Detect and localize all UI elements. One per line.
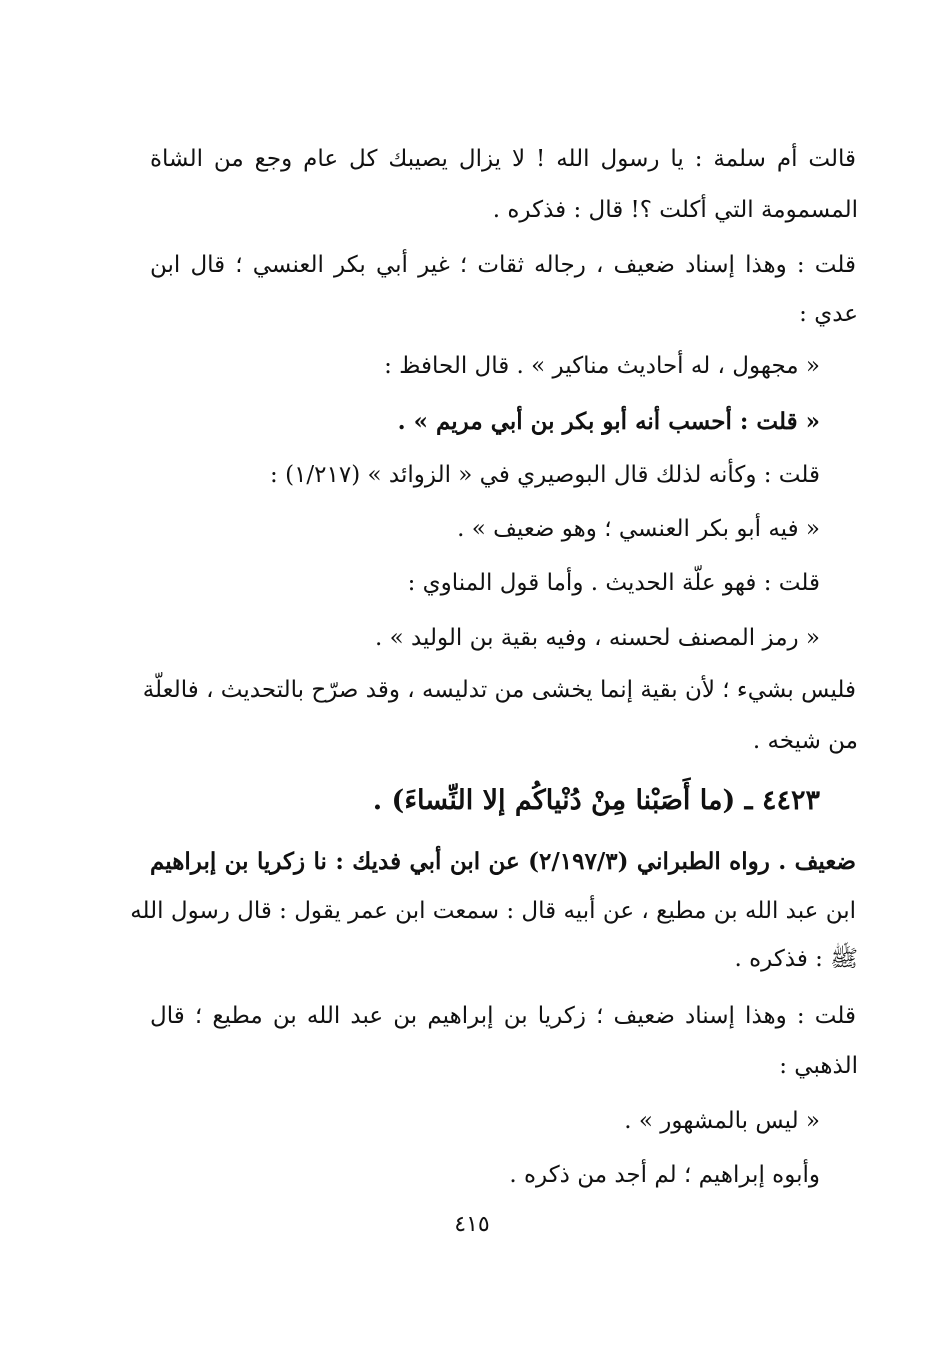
quote-line-5: « ليس بالمشهور » .: [624, 1108, 820, 1134]
text-line-14: وأبوه إبراهيم ؛ لم أجد من ذكره .: [509, 1162, 820, 1188]
text-line-2: المسمومة التي أكلت ؟! قال : فذكره .: [492, 197, 858, 223]
hadith-heading: ٤٤٢٣ ـ (ما أَصَبْنا مِنْ دُنْياكُم إلا النِّساءَ) .: [372, 785, 820, 816]
text-line-1: قالت أم سلمة : يا رسول الله ! لا يزال يصيبك كل عام وجع من الشاة: [150, 146, 856, 172]
text-line-7: فليس بشيء ؛ لأن بقية إنما يخشى من تدليسه ، وقد صرّح بالتحديث ، فالعلّة: [142, 677, 856, 703]
text-line-5: قلت : وكأنه لذلك قال البوصيري في « الزوائد » (١/٢١٧) :: [270, 462, 820, 488]
text-line-3: قلت : وهذا إسناد ضعيف ، رجاله ثقات ؛ غير أبي بكر العنسي ؛ قال ابن: [150, 252, 856, 278]
text-line-10: ابن عبد الله بن مطيع ، عن أبيه قال : سمعت ابن عمر يقول : قال رسول الله: [130, 898, 856, 924]
quote-line-1: « مجهول ، له أحاديث مناكير » . قال الحافظ :: [384, 353, 820, 379]
text-line-6: قلت : فهو علّة الحديث . وأما قول المناوي :: [407, 570, 820, 596]
page-number: ٤١٥: [454, 1212, 490, 1237]
quote-line-4: « رمز المصنف لحسنه ، وفيه بقية بن الوليد » .: [374, 625, 820, 651]
text-line-12: قلت : وهذا إسناد ضعيف ؛ زكريا بن إبراهيم بن عبد الله بن مطيع ؛ قال: [150, 1003, 856, 1029]
quote-line-2: « قلت : أحسب أنه أبو بكر بن أبي مريم » .: [397, 408, 820, 435]
text-line-4: عدي :: [799, 301, 858, 327]
text-line-11: ﷺ : فذكره .: [734, 946, 858, 972]
text-line-9: ضعيف . رواه الطبراني (٢/١٩٧/٣) عن ابن أبي فديك : نا زكريا بن إبراهيم: [150, 848, 856, 875]
text-line-13: الذهبي :: [779, 1053, 858, 1079]
quote-line-3: « فيه أبو بكر العنسي ؛ وهو ضعيف » .: [457, 516, 820, 542]
text-line-8: من شيخه .: [752, 728, 858, 754]
